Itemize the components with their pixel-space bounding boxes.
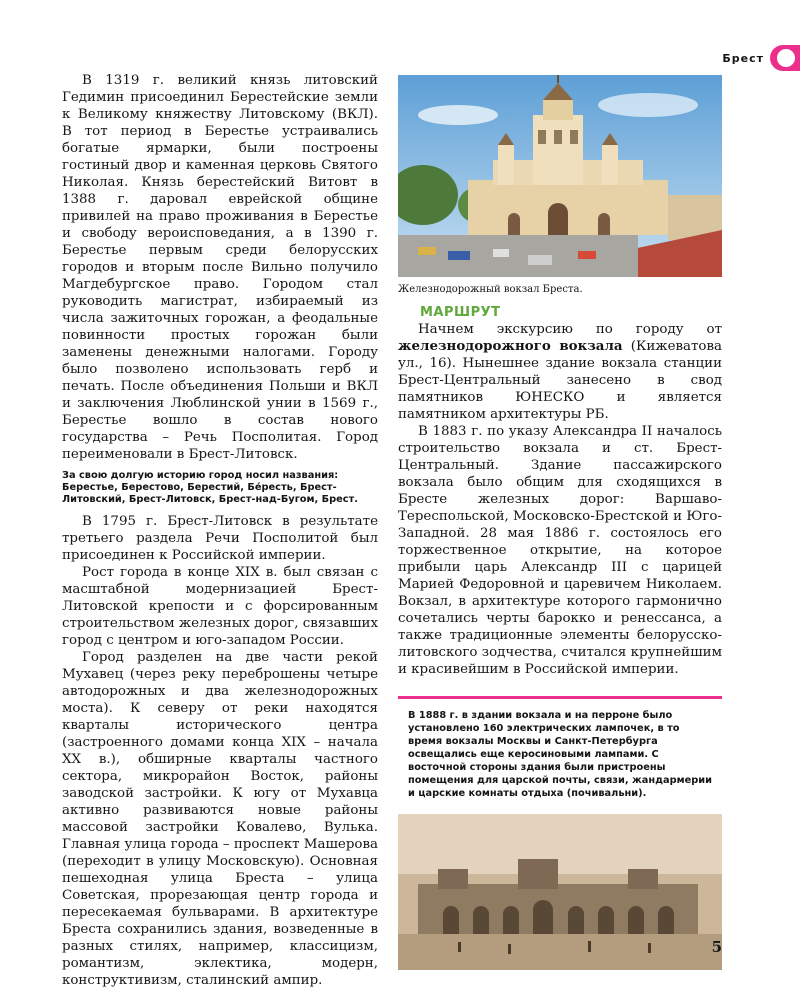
paragraph-history-1795: В 1795 г. Брест-Литовск в результате третьего раздела Речи Посполитой был присоединен к Российской империи. bbox=[62, 514, 378, 563]
highlight-railway-station: железнодорожного вокзала bbox=[398, 338, 623, 354]
running-header bbox=[722, 44, 800, 72]
section-title-route: МАРШРУТ bbox=[420, 305, 501, 320]
photo-caption-station: Железнодорожный вокзал Бреста. bbox=[398, 284, 583, 295]
right-column bbox=[398, 75, 722, 970]
header-tab-marker bbox=[770, 45, 800, 71]
paragraph-station-history: В 1883 г. по указу Александра II началось строительство вокзала и ст. Брест-Центральный. Здание пассажирского вокзала было общим для сходящихся в Бресте железных дорог: Варшаво-Тереспольской, Московско-Брестской и Юго-Западной. 28 мая 1886 г. состоялось его торжественное открытие, на которое прибыли царь Александр III с царицей Марией Федоровной и царевичем Николаем. Вокзал, в архитектуре которого гармонично сочетались черты барокко и ренессанса, а также традиционные элементы белорусско-литовского зодчества, считался крупнейшим и красивейшим в Российской империи. bbox=[398, 424, 722, 677]
paragraph-history-1319: В 1319 г. великий князь литовский Гедимин присоединил Берестейские земли к Великому княжеству Литовскому (ВКЛ). В тот период в Берестье устраивались богатые ярмарки, были построены гостиный двор и каменная церковь Святого Николая. Князь берестейский Витовт в 1388 г. даровал еврейской общине привилей на право проживания в Берестье и свободу вероисповедания, а в 1390 г. Берестье первым среди белорусских городов и вторым после Вильно получило Магдебургское право. Городом стал руководить магистрат, избираемый из числа зажиточных горожан, а феодальные повинности простых горожан были заменены денежными налогами. Городу было позволено использовать герб и печать. После объединения Польши и ВКЛ и заключения Люблинской унии в 1569 г., Берестье вошло в состав нового государства – Речь Посполитая. Город переименовали в Брест-Литовск. bbox=[62, 73, 378, 462]
railway-station-photo bbox=[398, 75, 722, 277]
header-title: Брест bbox=[722, 51, 764, 65]
left-column bbox=[62, 72, 378, 989]
page-number: 5 bbox=[711, 938, 722, 956]
city-names-note: За свою долгую историю город носил названия: Берестье, Берестово, Берестий, Бе́ресть, Брест-Литовский, Брест-Литовск, Брест-над-Бугом, Брест. bbox=[62, 470, 359, 505]
paragraph-route-start: Начнем экскурсию по городу от железнодорожного вокзала (Кижеватова ул., 16). Нынешнее здание вокзала станции Брест-Центральный занесено в свод памятников ЮНЕСКО и является памятником архитектуры РБ. bbox=[398, 322, 723, 422]
paragraph-growth: Рост города в конце XIX в. был связан с масштабной модернизацией Брест-Литовской крепости и с форсированным строительством железных дорог, связавших город с центром и юго-западом России. bbox=[62, 565, 378, 648]
info-box-electric-lamps: В 1888 г. в здании вокзала и на перроне было установлено 160 электрических лампочек, в то время вокзалы Москвы и Санкт-Петербурга освещались еще керосиновыми лампами. С восточной стороны здания были пристроены помещения для царской почты, связи, жандармерии и царские комнаты отдыха (почивальни). bbox=[398, 696, 722, 808]
historic-station-photo bbox=[398, 814, 722, 970]
paragraph-city-layout: Город разделен на две части рекой Мухавец (через реку переброшены четыре автодорожных и два железнодорожных моста). К северу от реки находятся кварталы исторического центра (застроенного домами конца XIX – начала XX в.), обширные кварталы частного сектора, микрорайон Восток, районы заводской застройки. К югу от Мухавца активно развиваются новые районы массовой застройки Ковалево, Вулька. Главная улица города – проспект Машерова (переходит в улицу Московскую). Основная пешеходная улица Бреста – улица Советская, прорезающая центр города и пересекаемая бульварами. В архитектуре Бреста сохранились здания, возведенные в разных стилях, например, классицизм, романтизм, эклектика, модерн, конструктивизм, сталинский ампир. bbox=[62, 650, 378, 988]
